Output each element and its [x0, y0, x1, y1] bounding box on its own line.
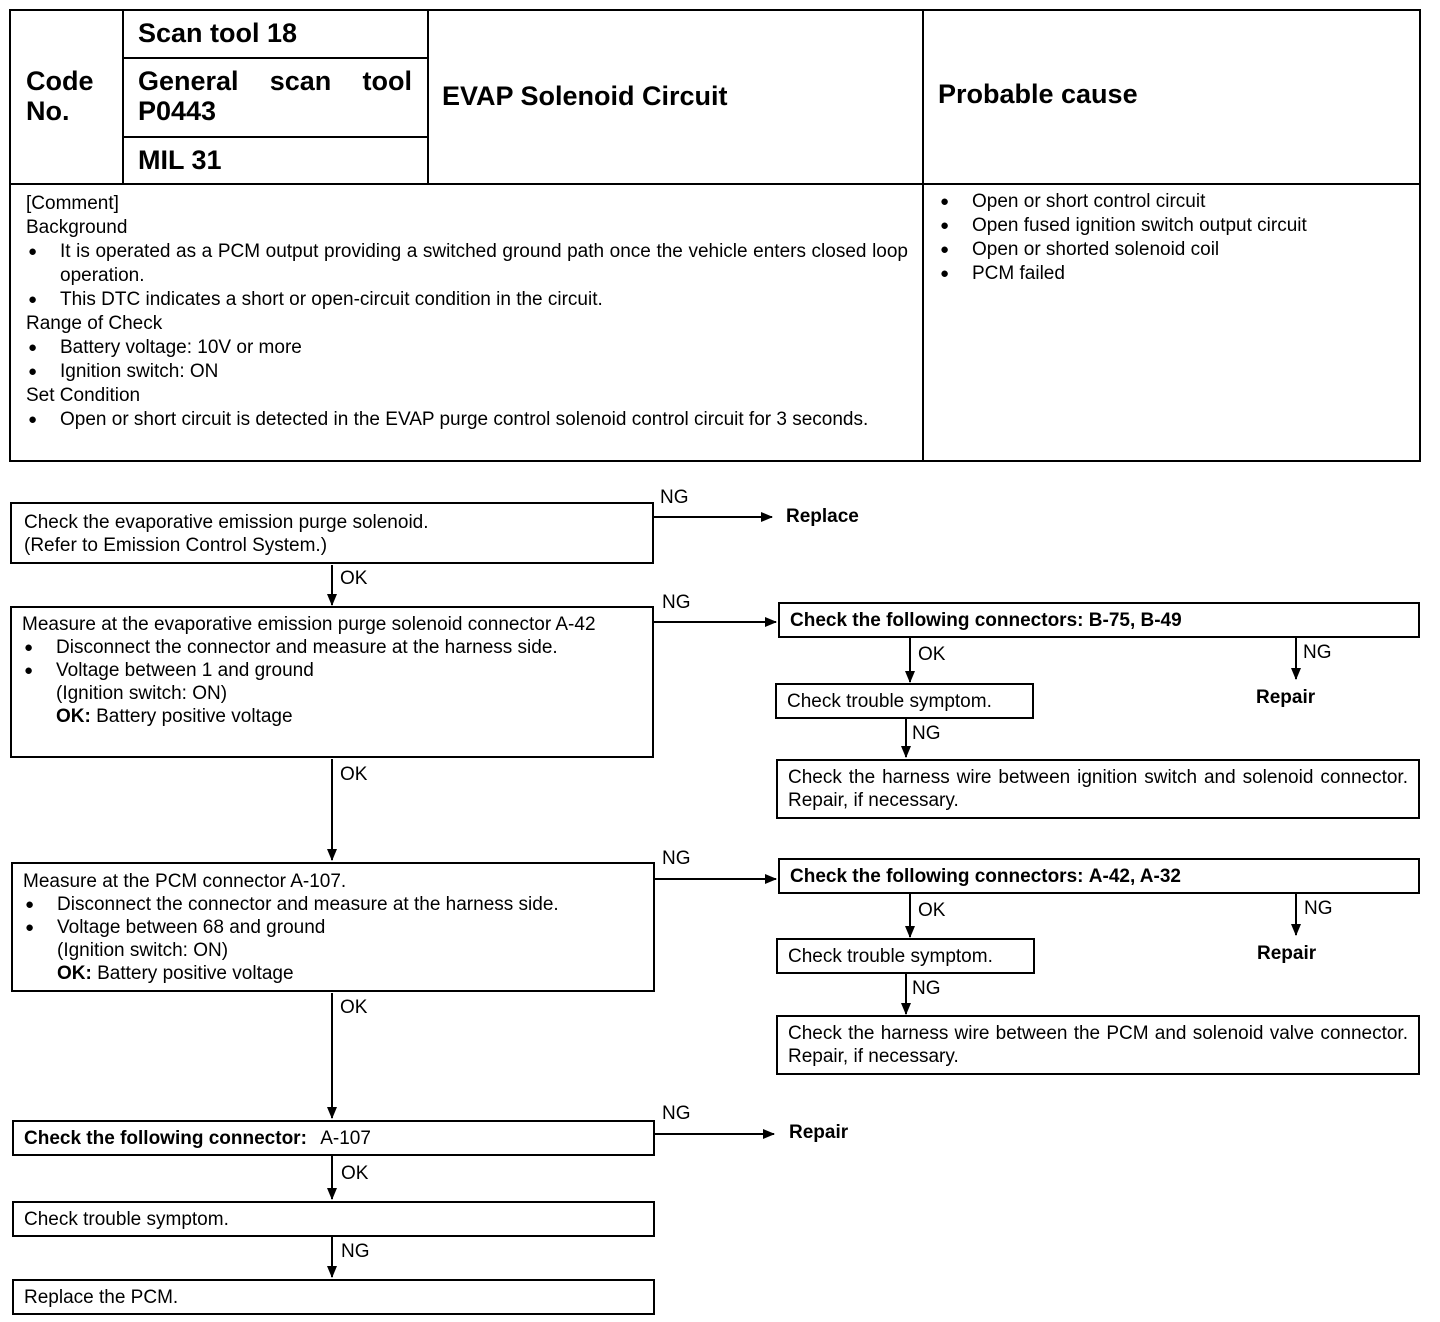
- step3-harness-box: [776, 1015, 1420, 1075]
- step3-harness: Check the harness wire between the PCM and solenoid valve connector. Repair, if necessary.: [788, 1023, 1408, 1067]
- step4-box: [12, 1120, 655, 1156]
- mil-label: MIL 31: [138, 145, 222, 175]
- check-connectors-label: Check the following connectors:: [790, 610, 1084, 631]
- step3-item: ● Voltage between 68 and ground: [23, 916, 643, 939]
- step2-ok-line: [22, 705, 642, 728]
- ng-label: NG: [912, 978, 941, 999]
- step2-ng-result: Repair: [1256, 687, 1316, 708]
- ng-label: NG: [660, 487, 689, 508]
- ok-label: OK: [340, 997, 368, 1018]
- ng-label: NG: [912, 723, 941, 744]
- background-item: ● This DTC indicates a short or open-circuit condition in the circuit.: [26, 288, 908, 312]
- comment-label: [Comment]: [26, 193, 119, 214]
- probable-cause-item: ● Open or shorted solenoid coil: [938, 238, 1408, 262]
- step2-line1: Measure at the evaporative emission purge solenoid connector A-42: [22, 614, 596, 635]
- step1-line1: Check the evaporative emission purge solenoid.: [24, 512, 429, 533]
- probable-cause-item: ● Open fused ignition switch output circuit: [938, 214, 1408, 238]
- step3-check-connectors-box: [778, 858, 1420, 894]
- step3-item: ● Disconnect the connector and measure at the harness side.: [23, 893, 643, 916]
- step3-condition: (Ignition switch: ON): [57, 940, 229, 961]
- step3-symptom-box: [776, 938, 1035, 974]
- ng-label: NG: [662, 848, 691, 869]
- step3-ok-value: Battery positive voltage: [97, 963, 294, 984]
- background-label: Background: [26, 217, 128, 238]
- ok-prefix: OK:: [57, 963, 92, 984]
- step3-line1: Measure at the PCM connector A-107.: [23, 871, 347, 892]
- check-connectors-value: B-75, B-49: [1088, 610, 1182, 631]
- step2-ok-value: Battery positive voltage: [96, 706, 293, 727]
- range-item: ● Ignition switch: ON: [26, 360, 908, 384]
- step4-check-label: Check the following connector:: [24, 1128, 307, 1149]
- step2-condition: (Ignition switch: ON): [56, 683, 228, 704]
- ng-label: NG: [341, 1241, 370, 1262]
- set-condition-item: ● Open or short circuit is detected in the EVAP purge control solenoid control circuit for 3 seconds.: [26, 408, 908, 432]
- ng-label: NG: [662, 1103, 691, 1124]
- step5-box: [12, 1201, 655, 1237]
- range-label: Range of Check: [26, 313, 163, 334]
- ng-label: NG: [1303, 642, 1332, 663]
- ok-prefix: OK:: [56, 706, 91, 727]
- ng-label: NG: [1304, 898, 1333, 919]
- ok-label: OK: [341, 1163, 369, 1184]
- step3-ng-result: Repair: [1257, 943, 1317, 964]
- step4-ng-result: Repair: [789, 1122, 849, 1143]
- background-item: ● It is operated as a PCM output providing a switched ground path once the vehicle enters closed loop operation.: [26, 240, 908, 288]
- page-title: EVAP Solenoid Circuit: [442, 81, 728, 111]
- step3-symptom: Check trouble symptom.: [788, 946, 993, 967]
- step4-check-value: A-107: [320, 1128, 371, 1149]
- step6-box: [12, 1279, 655, 1315]
- step6-text: Replace the PCM.: [24, 1287, 179, 1308]
- step2-symptom: Check trouble symptom.: [787, 691, 992, 712]
- probable-cause-item: ● Open or short control circuit: [938, 190, 1408, 214]
- step5-text: Check trouble symptom.: [24, 1209, 229, 1230]
- step3-ok-line: [23, 962, 643, 985]
- step2-harness-box: [776, 759, 1420, 819]
- step2-symptom-box: [775, 683, 1034, 719]
- ng-label: NG: [662, 592, 691, 613]
- probable-cause-item: ● PCM failed: [938, 262, 1408, 286]
- scan-tool-label: Scan tool 18: [138, 18, 298, 48]
- step1-box: [10, 502, 654, 564]
- step1-ng-result: Replace: [786, 506, 859, 527]
- probable-cause-heading: Probable cause: [938, 79, 1138, 109]
- ok-label: OK: [918, 644, 946, 665]
- general-scan-tool-label: General scan tool P0443: [138, 66, 412, 126]
- step2-check-connectors-box: [778, 602, 1420, 638]
- check-connectors-label: Check the following connectors:: [790, 866, 1084, 887]
- step3-box: [11, 862, 655, 992]
- range-item: ● Battery voltage: 10V or more: [26, 336, 908, 360]
- ok-label: OK: [918, 900, 946, 921]
- set-condition-label: Set Condition: [26, 385, 141, 406]
- check-connectors-value: A-42, A-32: [1088, 866, 1181, 887]
- code-no-label: Code No.: [26, 66, 94, 126]
- step2-item: ● Disconnect the connector and measure at the harness side.: [22, 636, 642, 659]
- step1-line2: (Refer to Emission Control System.): [24, 535, 328, 556]
- ok-label: OK: [340, 568, 368, 589]
- step2-item: ● Voltage between 1 and ground: [22, 659, 642, 682]
- step2-harness: Check the harness wire between ignition switch and solenoid connector. Repair, if necessary.: [788, 767, 1408, 811]
- ok-label: OK: [340, 764, 368, 785]
- step2-box: [10, 606, 654, 758]
